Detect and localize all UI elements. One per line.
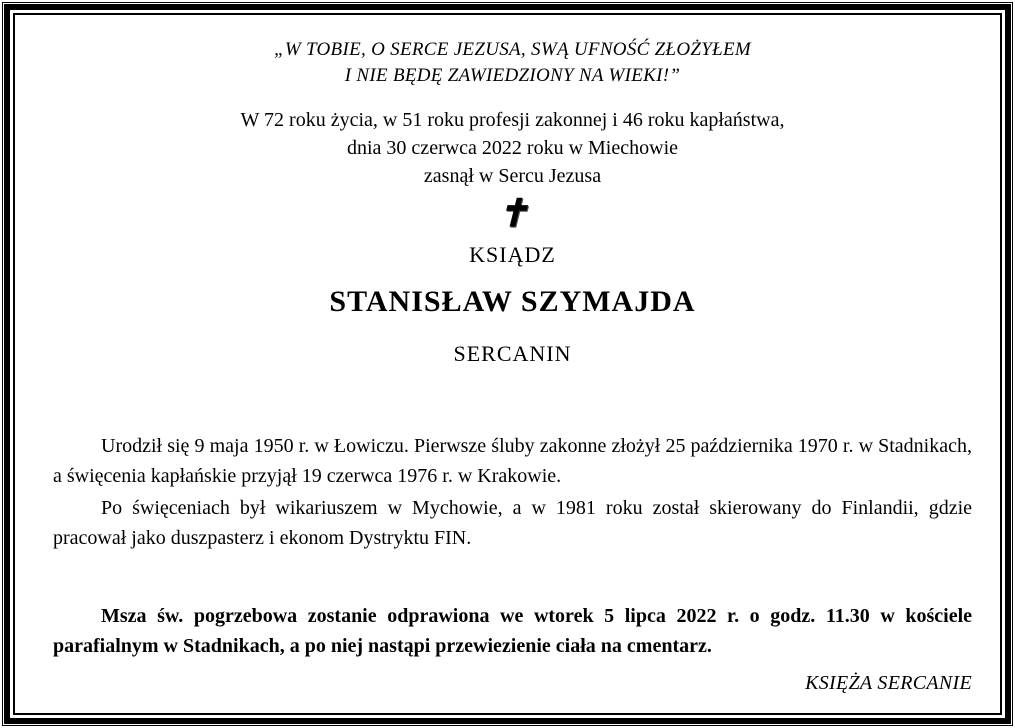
latin-cross-icon: ✝ <box>496 193 529 235</box>
order-name: SERCANIN <box>453 341 572 366</box>
quote-line-2: I NIE BĘDĘ ZAWIEDZIONY NA WIEKI!” <box>344 65 681 86</box>
bio-paragraph-1: Urodził się 9 maja 1950 r. w Łowiczu. Pierwsze śluby zakonne złożył 25 października 1970 r. w Stadnikach, a święcenia kapłańskie przyjął 19 czerwca 1976 r. w Krakowie. <box>53 435 972 487</box>
obituary-content <box>15 15 1000 713</box>
intro-line-3: zasnął w Sercu Jezusa <box>423 165 602 187</box>
bio-paragraph-2: Po święceniach był wikariuszem w Mychowie, a w 1981 roku został skierowany do Finlandii, gdzie pracował jako duszpasterz i ekonom Dystryktu FIN. <box>53 497 972 549</box>
intro-line-2: dnia 30 czerwca 2022 roku w Miechowie <box>347 137 678 159</box>
clergy-title: KSIĄDZ <box>469 242 556 267</box>
intro-line-1: W 72 roku życia, w 51 roku profesji zakonnej i 46 roku kapłaństwa, <box>240 109 785 131</box>
frame-outer-border <box>2 2 1013 726</box>
opening-quote <box>53 37 972 89</box>
signature: KSIĘŻA SERCANIE <box>805 672 972 694</box>
intro-text <box>53 106 972 190</box>
deceased-name: STANISŁAW SZYMAJDA <box>329 285 696 318</box>
quote-line-1: „W TOBIE, O SERCE JEZUSA, SWĄ UFNOŚĆ ZŁOŻYŁEM <box>273 39 752 60</box>
funeral-announcement: Msza św. pogrzebowa zostanie odprawiona we wtorek 5 lipca 2022 r. o godz. 11.30 w kościele parafialnym w Stadnikach, a po niej nastąpi przewiezienie ciała na cmentarz. <box>53 605 972 657</box>
frame-inner-border <box>13 13 1002 715</box>
frame-thick-border <box>4 4 1011 724</box>
